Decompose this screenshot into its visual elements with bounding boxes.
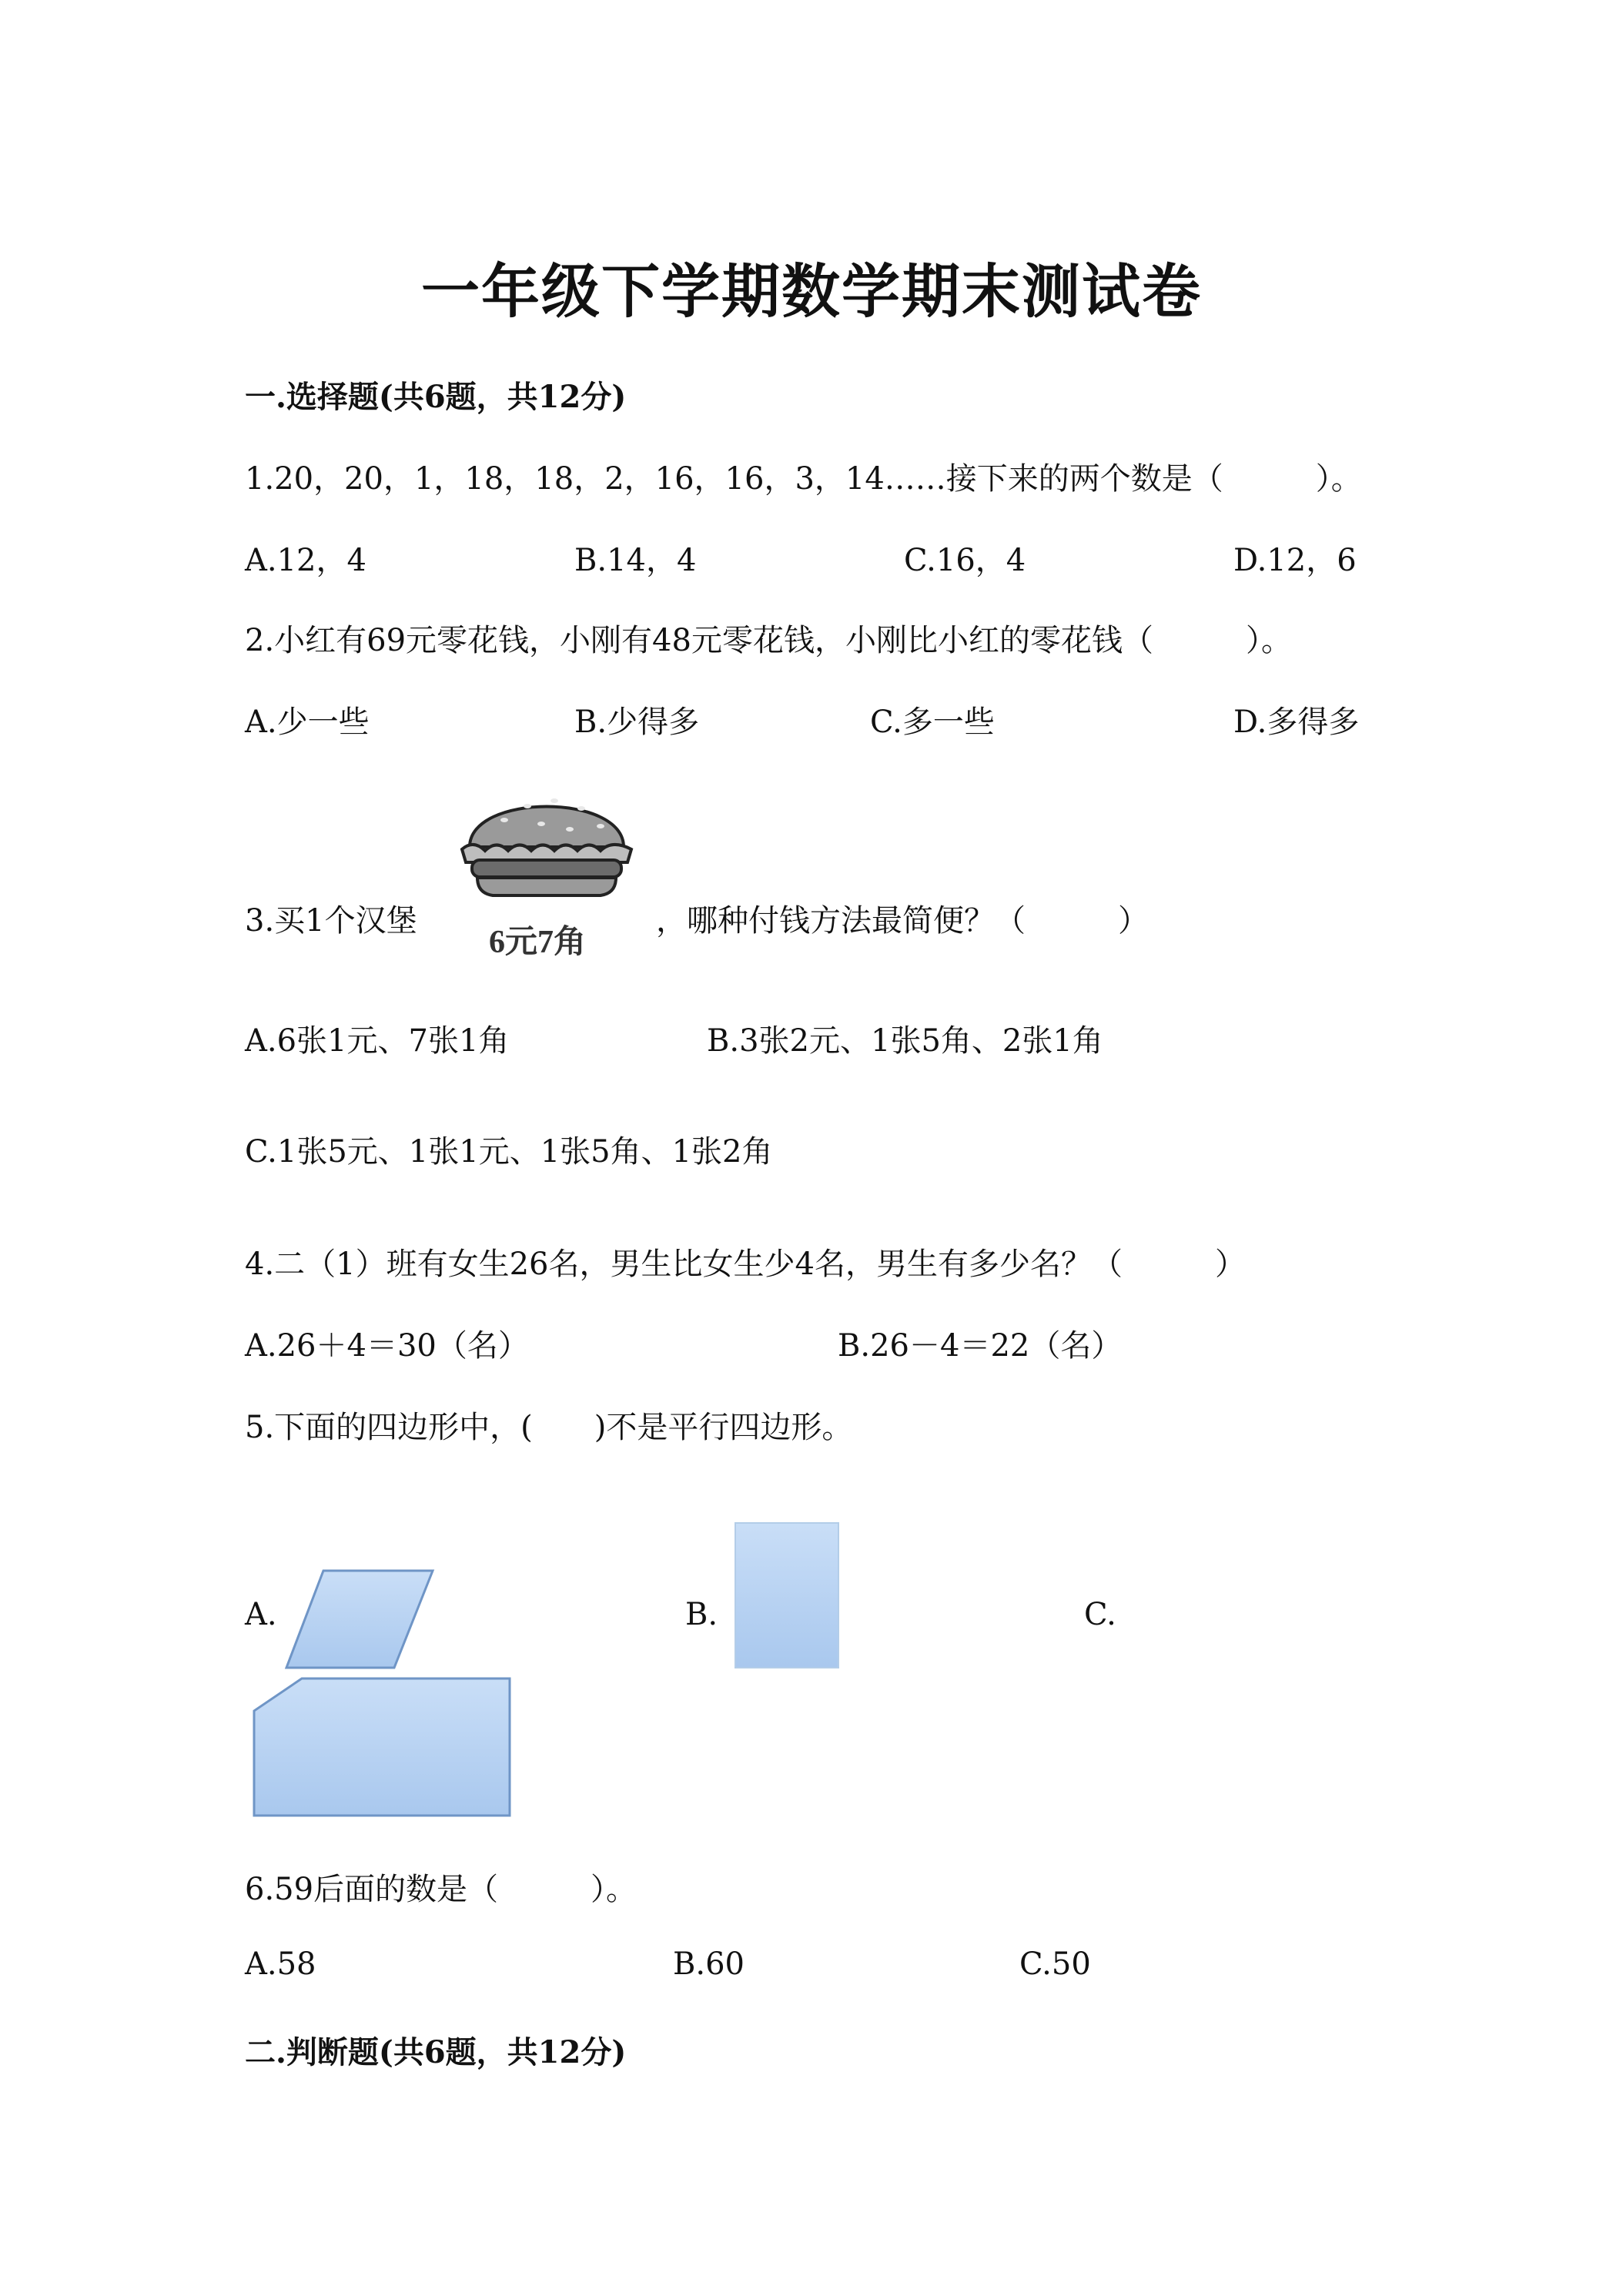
q4-option-b: B.26－4＝22（名） (838, 1328, 1123, 1364)
hamburger-icon (450, 766, 643, 912)
page-title: 一年级下学期数学期末测试卷 (421, 257, 1202, 326)
q5-option-c-label: C. (1084, 1597, 1116, 1632)
question-1: 1.20，20，1，18，18，2，16，16，3，14……接下来的两个数是（ ）。 (245, 461, 1362, 497)
q1-option-a: A.12，4 (245, 543, 366, 578)
q6-option-b: B.60 (673, 1946, 745, 1982)
section-heading-judgement: 二.判断题(共6题，共12分) (245, 2034, 627, 2070)
shape-c-cut-rectangle (254, 1678, 510, 1816)
question-2: 2.小红有69元零花钱，小刚有48元零花钱，小刚比小红的零花钱（ ）。 (245, 623, 1292, 658)
q1-option-b: B.14，4 (574, 543, 697, 578)
q5-option-a-label: A. (245, 1597, 277, 1632)
q6-option-a: A.58 (245, 1946, 316, 1982)
question-5: 5.下面的四边形中，( )不是平行四边形。 (245, 1410, 853, 1445)
q2-option-c: C.多一些 (870, 705, 995, 740)
q2-option-d: D.多得多 (1233, 705, 1360, 740)
section-heading-choice: 一.选择题(共6题，共12分) (245, 379, 627, 415)
q4-option-a: A.26＋4＝30（名） (245, 1328, 529, 1364)
q3-option-c: C.1张5元、1张1元、1张5角、1张2角 (245, 1134, 773, 1170)
q6-option-c: C.50 (1019, 1946, 1091, 1982)
q3-option-b: B.3张2元、1张5角、2张1角 (707, 1023, 1103, 1059)
q5-option-b-label: B. (685, 1597, 718, 1632)
shape-b-rectangle (735, 1523, 838, 1668)
question-4: 4.二（1）班有女生26名，男生比女生少4名，男生有多少名？（ ） (245, 1247, 1246, 1282)
q3-option-a: A.6张1元、7张1角 (245, 1023, 510, 1059)
question-3-before: 3.买1个汉堡 (245, 903, 417, 939)
shape-a-parallelogram (286, 1571, 433, 1668)
question-6: 6.59后面的数是（ ）。 (245, 1872, 637, 1907)
q1-option-d: D.12，6 (1233, 543, 1357, 578)
question-3-after: ，哪种付钱方法最简便？（ ） (656, 903, 1149, 939)
hamburger-price: 6元7角 (489, 925, 587, 960)
q2-option-a: A.少一些 (245, 705, 370, 740)
q1-option-c: C.16，4 (904, 543, 1026, 578)
q2-option-b: B.少得多 (574, 705, 700, 740)
